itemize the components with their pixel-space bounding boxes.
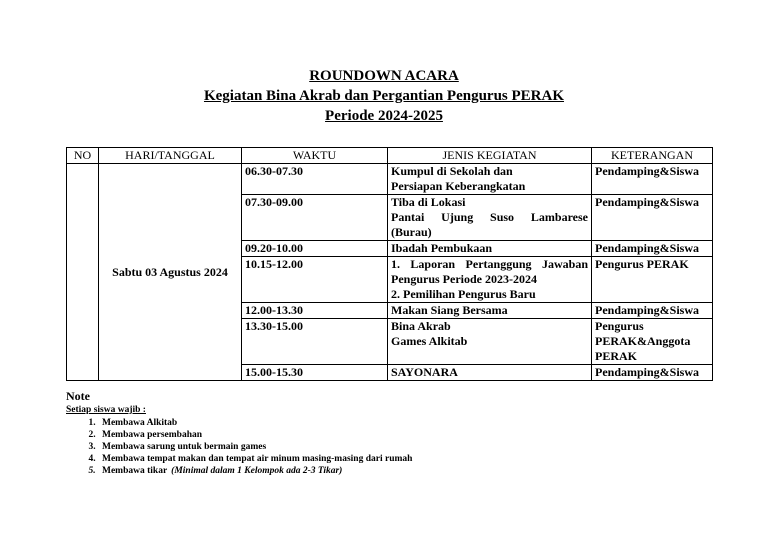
cell-no	[67, 164, 99, 381]
activity-line: SAYONARA	[391, 365, 458, 379]
cell-activity	[388, 164, 592, 195]
title-line-3: Periode 2024-2025	[325, 108, 443, 124]
activity-line: Makan Siang Bersama	[391, 303, 508, 317]
cell-note: Pengurus PERAK&Anggota PERAK	[592, 319, 713, 365]
title-line-1: ROUNDOWN ACARA	[309, 68, 459, 84]
header-activity: JENIS KEGIATAN	[388, 148, 592, 164]
table-header-row	[67, 148, 713, 164]
table-row	[67, 164, 713, 195]
cell-activity	[388, 319, 592, 365]
note-section	[66, 389, 412, 477]
activity-line: Persiapan Keberangkatan	[391, 179, 526, 193]
cell-note: Pendamping&Siswa	[592, 241, 713, 257]
note-subtitle: Setiap siswa wajib :	[66, 405, 146, 415]
cell-time: 15.00-15.30	[242, 365, 388, 381]
cell-activity	[388, 241, 592, 257]
cell-time: 07.30-09.00	[242, 195, 388, 241]
cell-activity	[388, 195, 592, 241]
activity-line: Bina Akrab	[391, 319, 451, 333]
cell-note: Pendamping&Siswa	[592, 164, 713, 195]
header-note: KETERANGAN	[592, 148, 713, 164]
list-item	[98, 465, 412, 477]
header-date: HARI/TANGGAL	[99, 148, 242, 164]
cell-time: 12.00-13.30	[242, 303, 388, 319]
list-item: 2. Membawa persembahan	[98, 429, 412, 441]
cell-note: Pengurus PERAK	[592, 257, 713, 303]
header-no: NO	[67, 148, 99, 164]
note-list	[66, 417, 412, 477]
list-item: 4. Membawa tempat makan dan tempat air minum masing-masing dari rumah	[98, 453, 412, 465]
list-item-extra: (Minimal dalam 1 Kelompok ada 2-3 Tikar)	[171, 466, 343, 476]
rundown-table	[66, 147, 713, 381]
cell-time: 09.20-10.00	[242, 241, 388, 257]
activity-line: Pantai Ujung Suso Lambarese (Burau)	[391, 210, 588, 239]
header-time: WAKTU	[242, 148, 388, 164]
cell-activity	[388, 303, 592, 319]
activity-line: Tiba di Lokasi	[391, 195, 466, 209]
note-title: Note	[66, 389, 90, 403]
cell-note: Pendamping&Siswa	[592, 365, 713, 381]
cell-activity	[388, 365, 592, 381]
list-item: 3. Membawa sarung untuk bermain games	[98, 441, 412, 453]
activity-line: Games Alkitab	[391, 334, 468, 348]
cell-time: 06.30-07.30	[242, 164, 388, 195]
activity-line: 2. Pemilihan Pengurus Baru	[391, 287, 536, 301]
activity-line: Kumpul di Sekolah dan	[391, 164, 513, 178]
list-item: 1. Membawa Alkitab	[98, 417, 412, 429]
document-header	[0, 66, 768, 126]
cell-activity	[388, 257, 592, 303]
activity-line: Ibadah Pembukaan	[391, 241, 493, 255]
cell-time: 13.30-15.00	[242, 319, 388, 365]
title-line-2: Kegiatan Bina Akrab dan Pergantian Pengurus PERAK	[203, 88, 565, 104]
cell-note: Pendamping&Siswa	[592, 303, 713, 319]
activity-line: 1. Laporan Pertanggung Jawaban Pengurus Periode 2023-2024	[391, 257, 588, 286]
cell-note: Pendamping&Siswa	[592, 195, 713, 241]
cell-date: Sabtu 03 Agustus 2024	[99, 164, 242, 381]
list-item-text: Membawa tikar	[102, 466, 168, 476]
cell-time: 10.15-12.00	[242, 257, 388, 303]
